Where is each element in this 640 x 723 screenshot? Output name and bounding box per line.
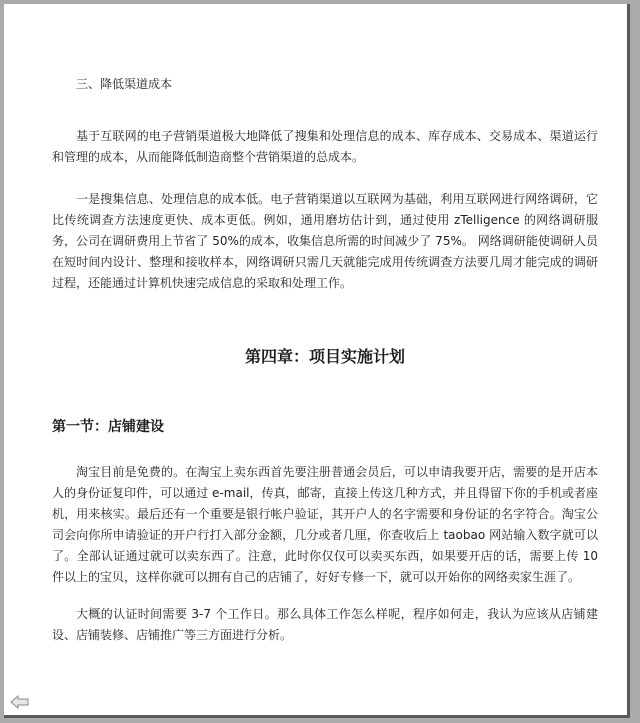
paragraph: 大概的认证时间需要 3-7 个工作日。那么具体工作怎么样呢，程序如何走，我认为应该从店铺建设、店铺装修、店铺推广等三方面进行分析。 bbox=[52, 607, 598, 642]
paragraph: 一是搜集信息、处理信息的成本低。电子营销渠道以互联网为基础，利用互联网进行网络调研，它比传统调查方法速度更快、成本更低。例如，通用磨坊估计到，通过使用 zTelligence 的网络调研服务，公司在调研费用上节省了 50%的成本，收集信息所需的时间减少了 75%。 网络调研能使调研人员在短时间内设计、整理和接收样本，网络调研只需几天就能完成用传统调查方法要几周才能完成的调研过程，还能通过计算机快速完成信息的采取和处理工作。 bbox=[52, 192, 598, 290]
paragraph: 淘宝目前是免费的。在淘宝上卖东西首先要注册普通会员后，可以申请我要开店，需要的是开店本人的身份证复印件，可以通过 e-mail，传真，邮寄，直接上传这几种方式，并且得留下你的手机或者座机，用来核实。最后还有一个重要是银行帐户验证，其开户人的名字需要和身份证的名字符合。淘宝公司会向你所申请验证的开户行打入部分金额，几分或者几厘，你查收后上 taobao 网站输入数字就可以了。全部认证通过就可以卖东西了。注意，此时你仅仅可以卖买东西，如果要开店的话，需要上传 10 件以上的宝贝，这样你就可以拥有自己的店铺了，好好专修一下，就可以开始你的网络卖家生涯了。 bbox=[52, 465, 598, 584]
paragraph: 基于互联网的电子营销渠道极大地降低了搜集和处理信息的成本、库存成本、交易成本、渠道运行和管理的成本，从而能降低制造商整个营销渠道的总成本。 bbox=[52, 129, 598, 164]
section-heading: 三、降低渠道成本 bbox=[76, 77, 173, 91]
chapter-title: 第四章：项目实施计划 bbox=[244, 347, 405, 366]
document-page bbox=[4, 4, 630, 718]
subsection-title: 第一节：店铺建设 bbox=[52, 419, 164, 435]
back-arrow-icon[interactable] bbox=[10, 694, 30, 708]
